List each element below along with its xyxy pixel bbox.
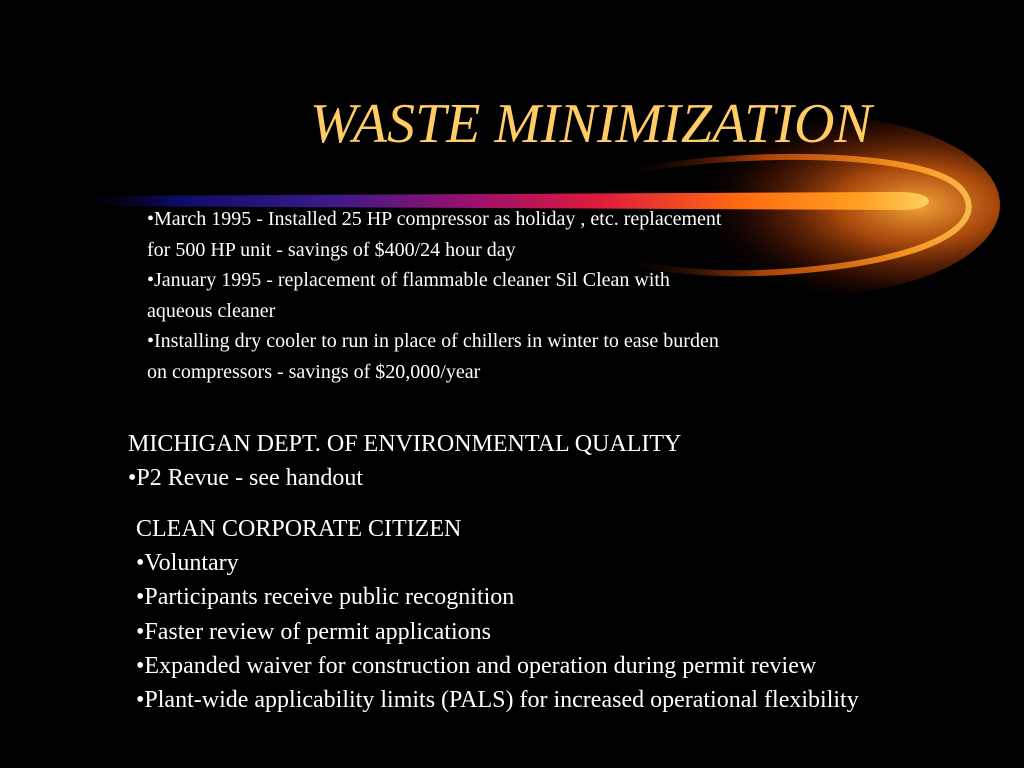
mdeq-section <box>128 427 888 495</box>
clean-corporate-citizen-section <box>136 512 1016 717</box>
list-item: • Plant-wide applicability limits (PALS) for increased operational flexibility <box>136 683 1016 717</box>
bullet-dry-cooler-line2: on compressors - savings of $20,000/year <box>147 360 481 383</box>
waste-minimization-list <box>147 204 907 387</box>
mdeq-heading: MICHIGAN DEPT. OF ENVIRONMENTAL QUALITY <box>128 431 682 457</box>
bullet-dry-cooler-line1: • Installing dry cooler to run in place of chillers in winter to ease burden <box>147 326 907 357</box>
slide-title: WASTE MINIMIZATION <box>310 93 872 155</box>
list-item: • Participants receive public recognition <box>136 580 1016 614</box>
list-item: • Faster review of permit applications <box>136 615 1016 649</box>
ccc-heading: CLEAN CORPORATE CITIZEN <box>136 516 462 542</box>
list-item: • Voluntary <box>136 546 1016 580</box>
list-item: • P2 Revue - see handout <box>128 461 888 495</box>
list-item: • Expanded waiver for construction and operation during permit review <box>136 649 1016 683</box>
bullet-cleaner-line1: • January 1995 - replacement of flammable cleaner Sil Clean with <box>147 265 907 296</box>
bullet-compressor-line1: • March 1995 - Installed 25 HP compressor as holiday , etc. replacement <box>147 204 907 235</box>
bullet-cleaner-line2: aqueous cleaner <box>147 299 276 322</box>
bullet-compressor-line2: for 500 HP unit - savings of $400/24 hour day <box>147 238 516 261</box>
